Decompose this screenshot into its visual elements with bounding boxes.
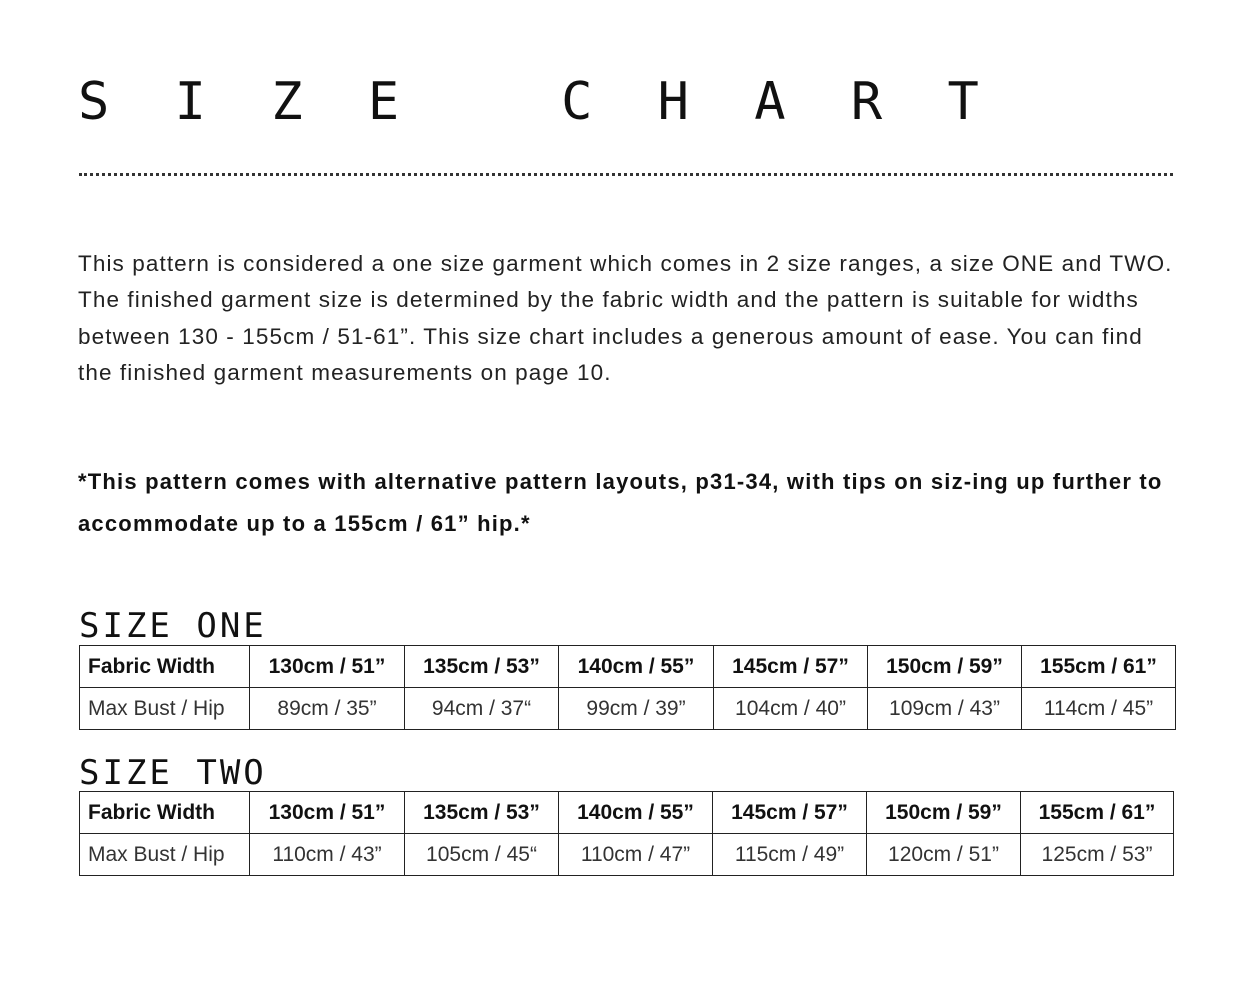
header-cell: 155cm / 61” — [1021, 792, 1174, 834]
row-label-fabric-width: Fabric Width — [80, 792, 250, 834]
value-cell: 120cm / 51” — [867, 834, 1021, 876]
header-cell: 130cm / 51” — [250, 792, 405, 834]
header-cell: 145cm / 57” — [713, 792, 867, 834]
row-label-fabric-width: Fabric Width — [80, 646, 250, 688]
table-row — [80, 834, 1174, 876]
size-two-table — [79, 791, 1174, 876]
value-cell: 110cm / 47” — [559, 834, 713, 876]
table-header-row — [80, 792, 1174, 834]
value-cell: 104cm / 40” — [714, 688, 868, 730]
size-one-table — [79, 645, 1176, 730]
header-cell: 140cm / 55” — [559, 792, 713, 834]
value-cell: 105cm / 45“ — [405, 834, 559, 876]
table-row — [80, 688, 1176, 730]
header-cell: 155cm / 61” — [1022, 646, 1176, 688]
layout-note: *This pattern comes with alternative pattern layouts, p31-34, with tips on siz-ing up further to accommodate up to a 155cm / 61” hip.* — [78, 469, 1163, 536]
value-cell: 125cm / 53” — [1021, 834, 1174, 876]
value-cell: 110cm / 43” — [250, 834, 405, 876]
header-cell: 150cm / 59” — [868, 646, 1022, 688]
header-cell: 135cm / 53” — [405, 646, 559, 688]
row-label-max-bust-hip: Max Bust / Hip — [80, 834, 250, 876]
header-cell: 130cm / 51” — [250, 646, 405, 688]
dotted-divider — [79, 173, 1173, 176]
value-cell: 89cm / 35” — [250, 688, 405, 730]
size-one-title: SIZE ONE — [79, 606, 267, 646]
header-cell: 145cm / 57” — [714, 646, 868, 688]
value-cell: 94cm / 37“ — [405, 688, 559, 730]
header-cell: 135cm / 53” — [405, 792, 559, 834]
size-two-title: SIZE TWO — [79, 753, 267, 793]
header-cell: 150cm / 59” — [867, 792, 1021, 834]
value-cell: 99cm / 39” — [559, 688, 714, 730]
value-cell: 115cm / 49” — [713, 834, 867, 876]
row-label-max-bust-hip: Max Bust / Hip — [80, 688, 250, 730]
value-cell: 114cm / 45” — [1022, 688, 1176, 730]
header-cell: 140cm / 55” — [559, 646, 714, 688]
value-cell: 109cm / 43” — [868, 688, 1022, 730]
page-title: S I Z E C H A R T — [78, 72, 996, 132]
intro-paragraph: This pattern is considered a one size garment which comes in 2 size ranges, a size ONE and TWO. The finished garment size is determined by the fabric width and the pattern is suitable for widths between 130 - 155cm / 51-61”. This size chart includes a generous amount of ease. You can find the finished garment measurements on page 10. — [78, 251, 1173, 385]
table-header-row — [80, 646, 1176, 688]
